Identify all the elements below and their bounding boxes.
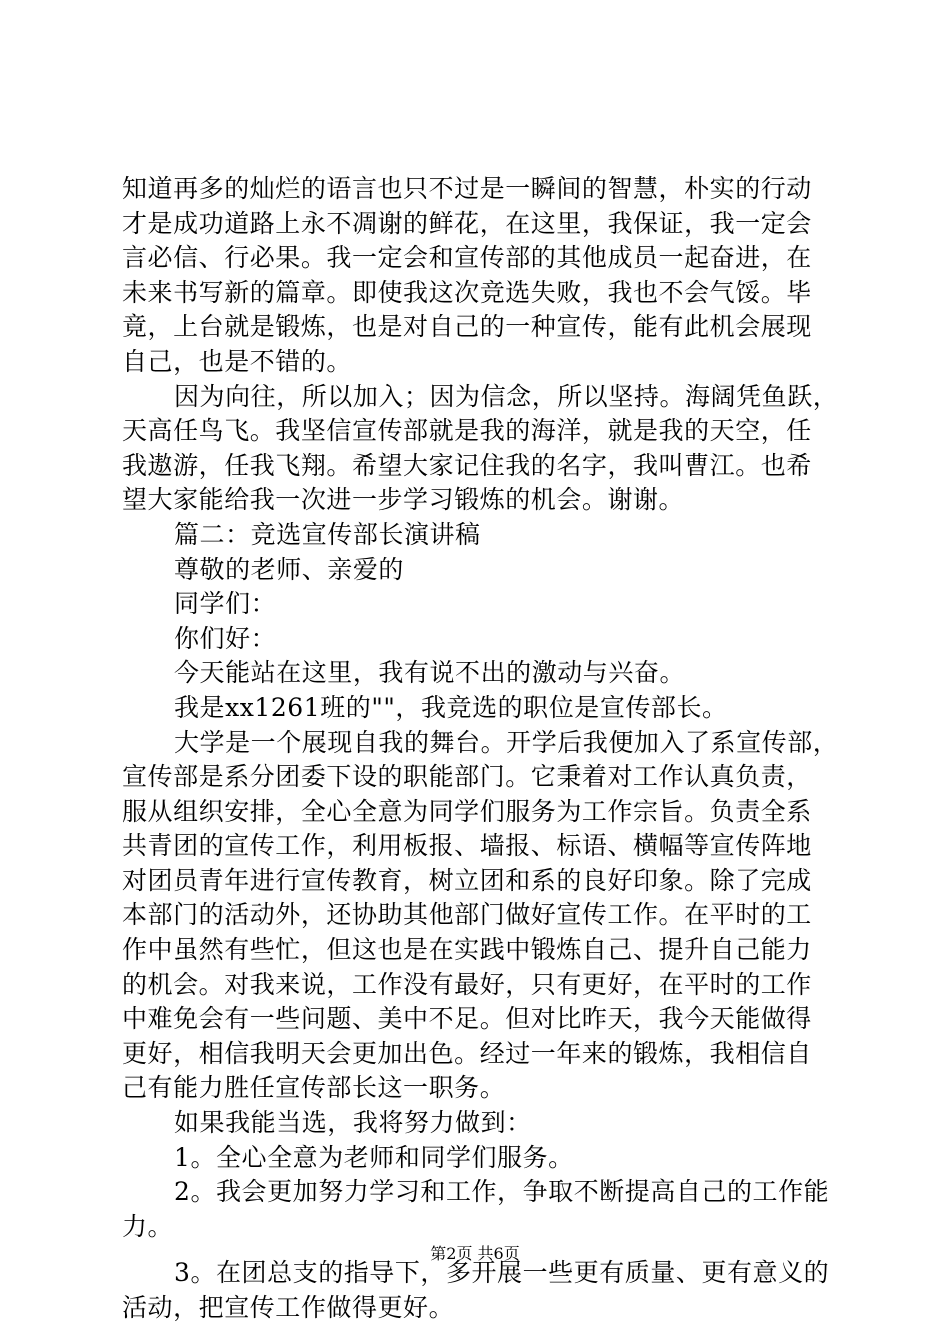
text-line: 尊敬的老师、亲爱的 xyxy=(174,554,404,584)
text-line: 宣传部是系分团委下设的职能部门。它秉着对工作认真负责， xyxy=(122,762,812,792)
text-line: 未来书写新的篇章。即使我这次竞选失败，我也不会气馁。毕 xyxy=(122,277,812,307)
text-line: 的机会。对我来说，工作没有最好，只有更好，在平时的工作 xyxy=(122,969,812,999)
text-line: 才是成功道路上永不凋谢的鲜花，在这里，我保证，我一定会 xyxy=(122,208,812,238)
text-line: 天高任鸟飞。我坚信宣传部就是我的海洋，就是我的天空，任 xyxy=(122,416,812,446)
section-heading: 篇二：竞选宣传部长演讲稿 xyxy=(174,519,481,549)
text-line: 更好，相信我明天会更加出色。经过一年来的锻炼，我相信自 xyxy=(122,1038,812,1068)
text-line: 中难免会有一些问题、美中不足。但对比昨天，我今天能做得 xyxy=(122,1004,812,1034)
text-line: 共青团的宣传工作，利用板报、墙报、标语、横幅等宣传阵地 xyxy=(122,831,812,861)
page-number-label: 第2页 共6页 xyxy=(430,1244,520,1263)
list-item: 1。全心全意为老师和同学们服务。 xyxy=(174,1142,574,1172)
list-item: 2。我会更加努力学习和工作，争取不断提高自己的工作能 xyxy=(174,1177,830,1207)
text-line: 本部门的活动外，还协助其他部门做好宣传工作。在平时的工 xyxy=(122,900,812,930)
text-line: 同学们： xyxy=(174,589,277,619)
text-line: 竟，上台就是锻炼，也是对自己的一种宣传，能有此机会展现 xyxy=(122,312,812,342)
text-line: 我遨游，任我飞翔。希望大家记住我的名字，我叫曹江。也希 xyxy=(122,450,812,480)
page-footer xyxy=(0,1244,950,1264)
text-line: 大学是一个展现自我的舞台。开学后我便加入了系宣传部， xyxy=(174,727,839,757)
text-line: 今天能站在这里，我有说不出的激动与兴奋。 xyxy=(174,658,686,688)
text-line: 因为向往，所以加入；因为信念，所以坚持。海阔凭鱼跃， xyxy=(174,381,839,411)
list-item: 3。在团总支的指导下，多开展一些更有质量、更有意义的 xyxy=(174,1258,830,1288)
text-line: 活动，把宣传工作做得更好。 xyxy=(122,1293,455,1322)
text-line: 望大家能给我一次进一步学习锻炼的机会。谢谢。 xyxy=(122,485,685,515)
text-line: 知道再多的灿烂的语言也只不过是一瞬间的智慧，朴实的行动 xyxy=(122,174,812,203)
text-line: 服从组织安排，全心全意为同学们服务为工作宗旨。负责全系 xyxy=(122,796,812,826)
document-body xyxy=(122,172,839,1326)
text-line: 言必信、行必果。我一定会和宣传部的其他成员一起奋进，在 xyxy=(122,243,812,273)
text-line: 己有能力胜任宣传部长这一职务。 xyxy=(122,1073,506,1103)
text-line: 我是xx1261班的""，我竞选的职位是宣传部长。 xyxy=(174,692,728,722)
text-line: 自己，也是不错的。 xyxy=(122,346,352,376)
text-line: 如果我能当选，我将努力做到： xyxy=(174,1108,532,1138)
text-line: 你们好： xyxy=(174,623,277,653)
text-line: 力。 xyxy=(122,1211,174,1241)
text-line: 对团员青年进行宣传教育，树立团和系的良好印象。除了完成 xyxy=(122,865,812,895)
text-line: 作中虽然有些忙，但这也是在实践中锻炼自己、提升自己能力 xyxy=(122,935,812,965)
